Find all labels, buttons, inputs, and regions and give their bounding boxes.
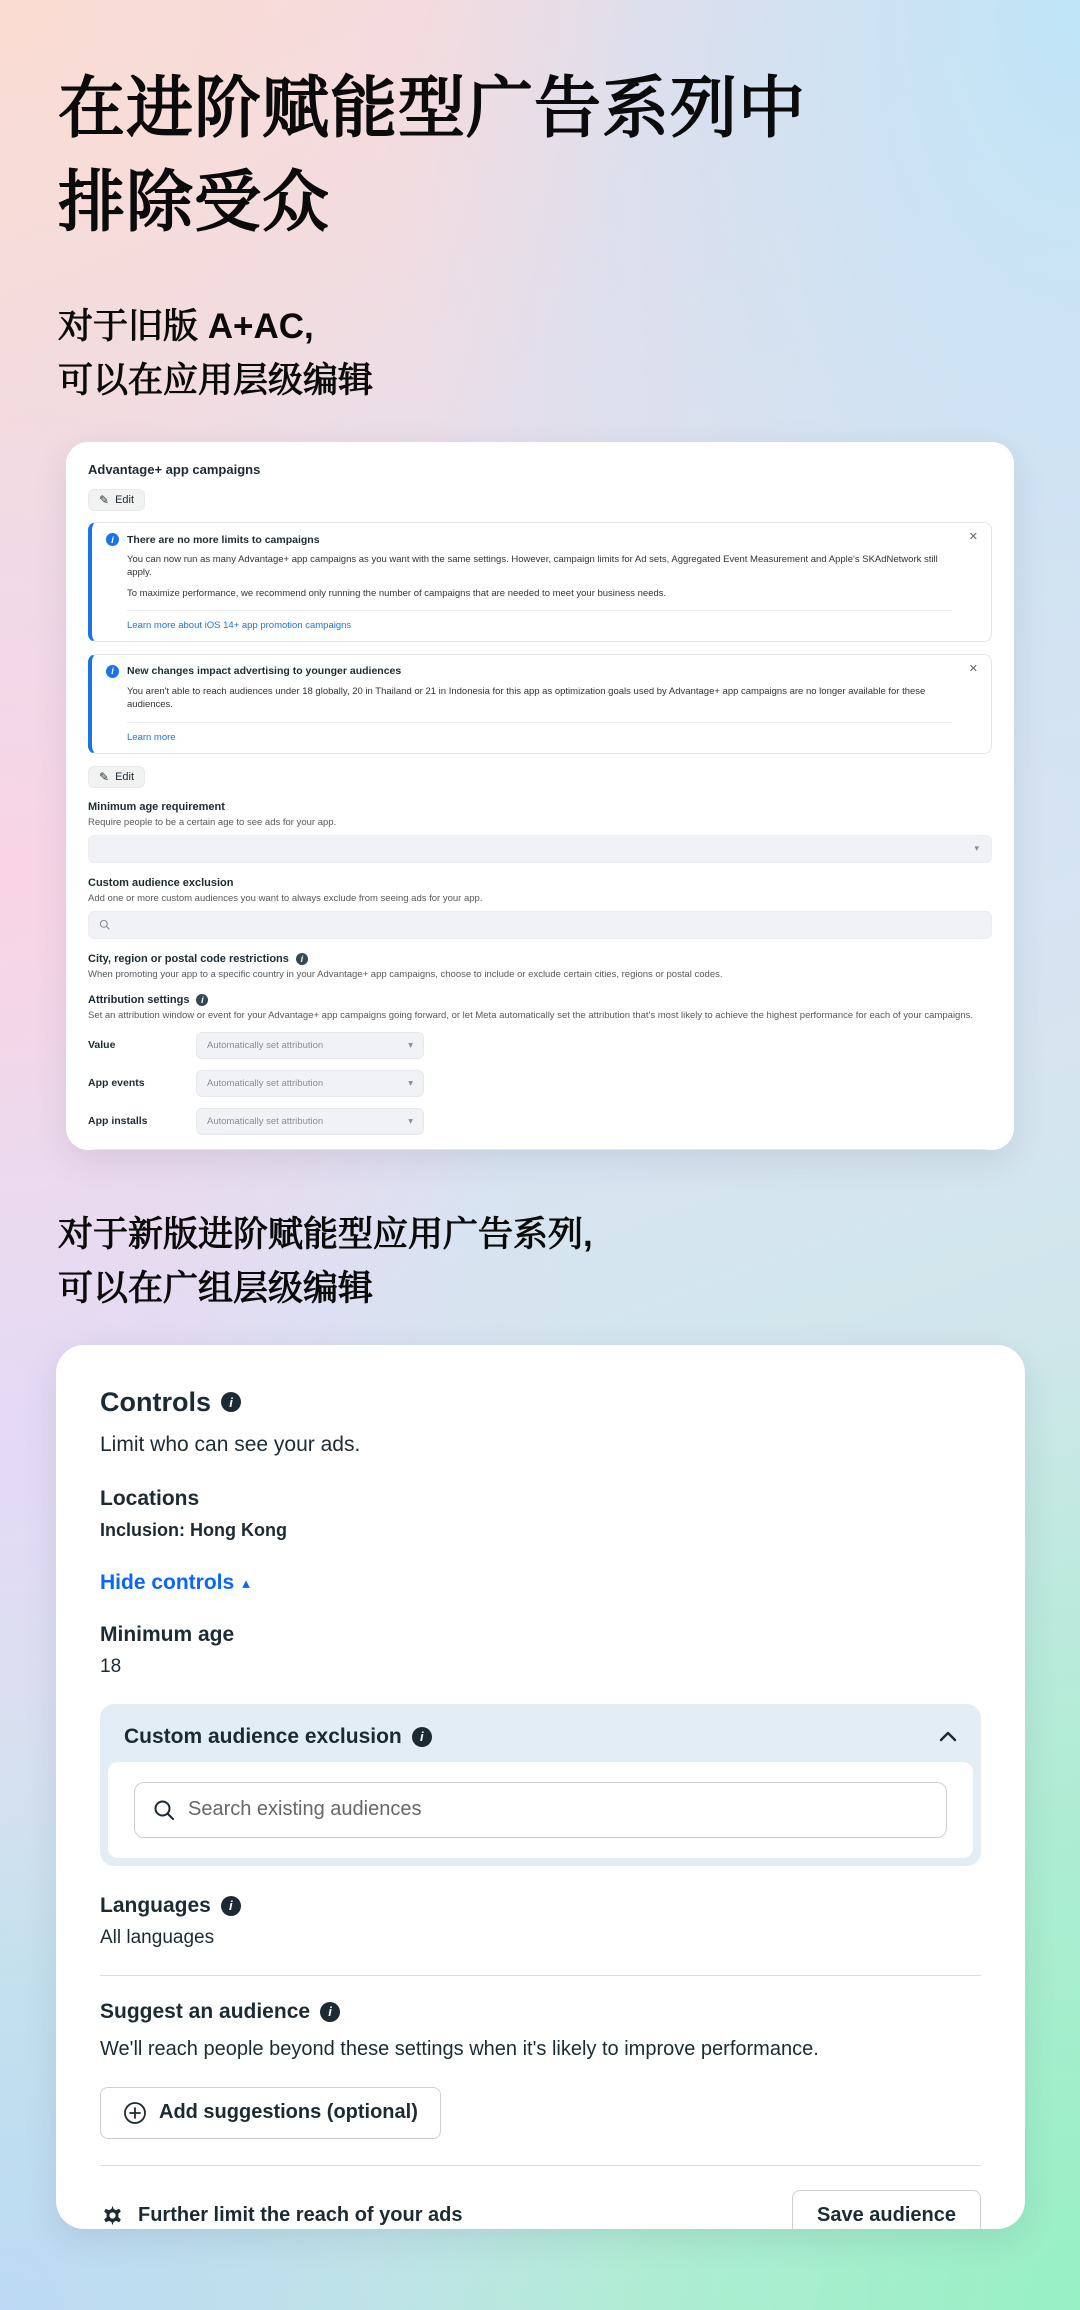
- attribution-select-value: Automatically set attribution: [207, 1115, 324, 1127]
- locations-title: Locations: [100, 1486, 200, 1510]
- divider: [100, 1975, 981, 1976]
- attribution-row-label: Value: [88, 1039, 116, 1052]
- subtitle-new-version: [58, 1208, 1080, 1317]
- custom-audience-exclusion-title: Custom audience exclusion: [124, 1724, 402, 1748]
- languages-title: [100, 1894, 981, 1918]
- attribution-row-label: App events: [88, 1077, 145, 1090]
- divider: [127, 610, 951, 611]
- app-installs-attribution-select[interactable]: [196, 1108, 424, 1135]
- subtitle-new-line-2: 可以在广组层级编辑: [58, 1269, 374, 1309]
- info-icon[interactable]: i: [296, 953, 308, 965]
- hide-controls-label: Hide controls: [100, 1570, 235, 1594]
- alert-younger-audiences: [88, 654, 992, 754]
- attribution-row-value: [88, 1032, 992, 1059]
- triangle-up-icon: ▴: [242, 1574, 250, 1592]
- plus-circle-icon: [123, 2101, 147, 2125]
- edit-button-top[interactable]: [88, 489, 145, 511]
- divider: [100, 2165, 981, 2166]
- chevron-up-icon: [939, 1731, 957, 1742]
- close-icon[interactable]: ✕: [968, 662, 978, 675]
- edit-button-label: Edit: [115, 770, 135, 783]
- custom-audience-exclusion-title: Custom audience exclusion: [88, 876, 234, 889]
- chevron-down-icon: ▾: [408, 1039, 413, 1051]
- city-restrictions-title: [88, 953, 992, 965]
- locations-value: Inclusion: Hong Kong: [100, 1519, 287, 1540]
- custom-audience-exclusion-desc: Add one or more custom audiences you want to always exclude from seeing ads for your app.: [88, 892, 483, 904]
- minimum-age-requirement-desc: Require people to be a certain age to see ads for your app.: [88, 816, 337, 828]
- search-existing-audiences-input[interactable]: [188, 1798, 928, 1821]
- attribution-settings-title-text: Attribution settings: [88, 993, 190, 1006]
- pencil-icon: ✎: [99, 769, 110, 784]
- controls-desc: Limit who can see your ads.: [100, 1432, 361, 1456]
- subtitle-legacy-line-2: 可以在应用层级编辑: [58, 360, 374, 400]
- minimum-age-value: 18: [100, 1655, 122, 1677]
- info-icon: i: [106, 665, 119, 678]
- subtitle-legacy: [58, 300, 1080, 409]
- save-audience-button[interactable]: Save audience: [792, 2190, 981, 2229]
- custom-audience-search-input[interactable]: [88, 911, 992, 939]
- suggest-audience-title-text: Suggest an audience: [100, 1999, 311, 2023]
- custom-audience-exclusion-panel: [100, 1704, 981, 1866]
- audience-search-box: [134, 1782, 947, 1838]
- info-icon[interactable]: i: [412, 1727, 432, 1747]
- card1-header: Advantage+ app campaigns: [88, 462, 261, 478]
- info-icon[interactable]: i: [196, 994, 208, 1006]
- subtitle-legacy-line-1: 对于旧版 A+AC,: [58, 306, 314, 346]
- ad-set-controls-card: [56, 1345, 1025, 2229]
- alert-attribution-moved: [88, 1149, 992, 1150]
- learn-more-link[interactable]: Learn more: [127, 731, 176, 743]
- value-attribution-select[interactable]: [196, 1032, 424, 1059]
- attribution-row-app-events: [88, 1070, 992, 1097]
- attribution-row-app-installs: [88, 1108, 992, 1135]
- alert-body: You aren't able to reach audiences under 18 globally, 20 in Thailand or 21 in Indonesia for this app as optimization goals used by Advantage+ app campaigns are no longer available for these audiences.: [127, 685, 926, 711]
- divider: [127, 722, 951, 723]
- page-title: [58, 62, 1080, 250]
- pencil-icon: ✎: [99, 493, 110, 508]
- edit-button-label: Edit: [115, 494, 135, 507]
- learn-more-ios14-link[interactable]: Learn more about iOS 14+ app promotion campaigns: [127, 619, 352, 631]
- alert-body: To maximize performance, we recommend only running the number of campaigns that are needed to meet your business needs.: [127, 587, 667, 599]
- chevron-down-icon: ▾: [408, 1115, 413, 1127]
- minimum-age-title: Minimum age: [100, 1622, 235, 1646]
- city-restrictions-title-text: City, region or postal code restrictions: [88, 952, 289, 965]
- further-limit-button[interactable]: [100, 2203, 463, 2228]
- custom-audience-exclusion-header[interactable]: [108, 1712, 973, 1762]
- page-title-line-2: 排除受众: [58, 164, 330, 240]
- minimum-age-select[interactable]: [88, 835, 992, 863]
- attribution-select-value: Automatically set attribution: [207, 1077, 324, 1089]
- chevron-down-icon: ▾: [974, 843, 979, 854]
- chevron-down-icon: ▾: [408, 1077, 413, 1089]
- languages-value: All languages: [100, 1926, 215, 1948]
- hide-controls-link[interactable]: [100, 1571, 250, 1595]
- info-icon[interactable]: i: [221, 1896, 241, 1916]
- city-restrictions-desc: When promoting your app to a specific country in your Advantage+ app campaigns, choose to include or exclude certain cities, regions or postal codes.: [88, 968, 723, 980]
- attribution-settings-desc: Set an attribution window or event for your Advantage+ app campaigns going forward, or let Meta automatically set the attribution that's most likely to achieve the highest performance for each of your campaigns.: [88, 1009, 974, 1021]
- controls-title: Controls: [100, 1386, 211, 1417]
- search-icon: [99, 919, 110, 930]
- suggest-audience-title: [100, 2000, 981, 2024]
- page-title-line-1: 在进阶赋能型广告系列中: [58, 71, 806, 146]
- close-icon[interactable]: ✕: [968, 531, 978, 544]
- further-limit-label: Further limit the reach of your ads: [138, 2203, 463, 2226]
- edit-button-settings[interactable]: [88, 766, 145, 788]
- attribution-select-value: Automatically set attribution: [207, 1039, 324, 1051]
- custom-audience-exclusion-body: [108, 1762, 973, 1858]
- add-suggestions-label: Add suggestions (optional): [159, 2101, 418, 2124]
- info-icon[interactable]: i: [221, 1392, 241, 1412]
- app-level-settings-card: [66, 442, 1014, 1150]
- suggest-audience-desc: We'll reach people beyond these settings when it's likely to improve performance.: [100, 2037, 819, 2060]
- attribution-settings-title: [88, 994, 992, 1006]
- alert-title: New changes impact advertising to younger audiences: [127, 665, 402, 678]
- info-icon[interactable]: i: [320, 2002, 340, 2022]
- add-suggestions-button[interactable]: [100, 2087, 441, 2139]
- attribution-row-label: App installs: [88, 1115, 148, 1128]
- search-icon: [153, 1799, 175, 1821]
- minimum-age-requirement-title: Minimum age requirement: [88, 800, 225, 813]
- alert-campaign-limits: [88, 522, 992, 642]
- card2-footer: [100, 2190, 981, 2229]
- subtitle-new-line-1: 对于新版进阶赋能型应用广告系列,: [58, 1215, 593, 1255]
- alert-body: You can now run as many Advantage+ app campaigns as you want with the same settings. However, campaign limits for Ad sets, Aggregated Event Measurement and Apple's SKAdNetwork still apply.: [127, 554, 938, 579]
- app-events-attribution-select[interactable]: [196, 1070, 424, 1097]
- gear-icon: [100, 2203, 125, 2228]
- info-icon: i: [106, 533, 119, 546]
- languages-title-text: Languages: [100, 1893, 211, 1917]
- alert-title: There are no more limits to campaigns: [127, 533, 320, 546]
